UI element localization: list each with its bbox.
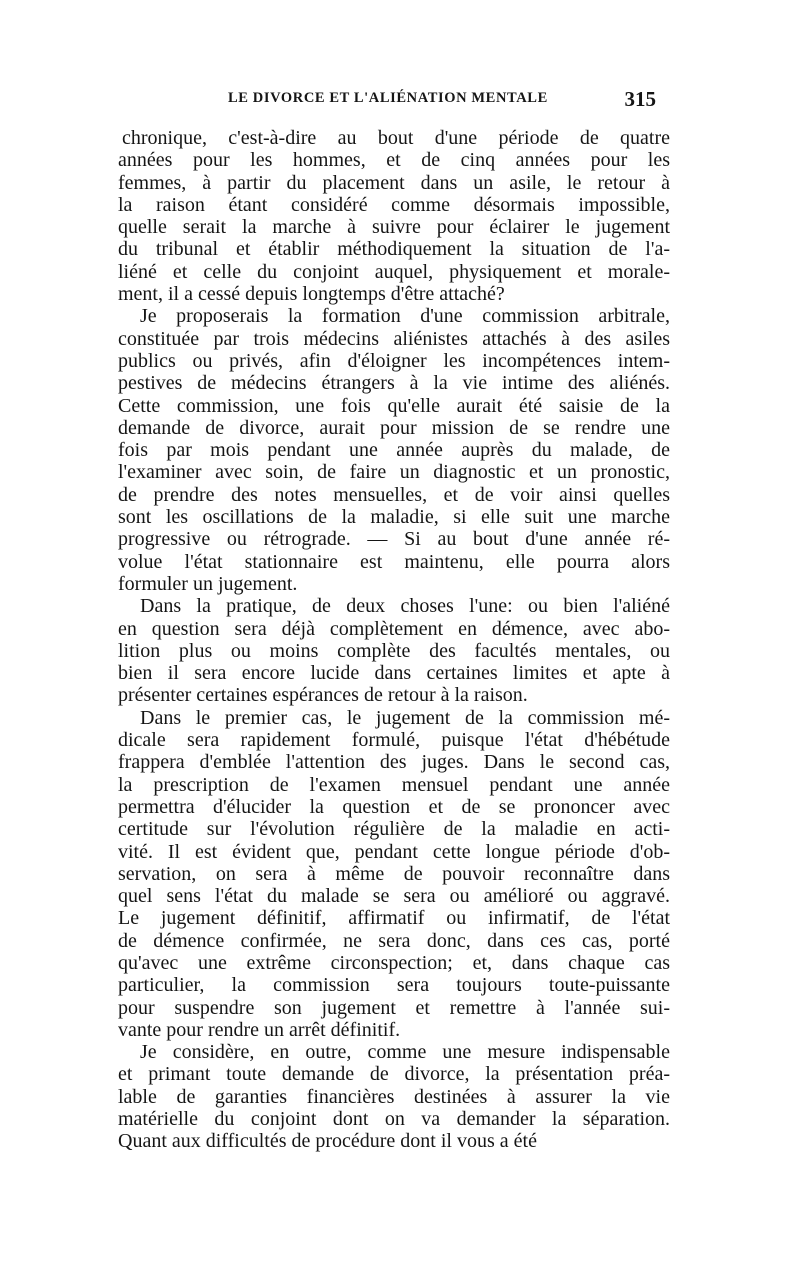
text-line: présenter certaines espérances de retour à la raison. [118,684,528,707]
text-line: progressive ou rétrograde. — Si au bout d'une année ré- [118,528,670,551]
running-head [228,87,656,116]
text-line: bien il sera encore lucide dans certaines limites et apte à [118,662,670,685]
text-line: formuler un jugement. [118,572,298,595]
text-line: de démence confirmée, ne sera donc, dans ces cas, porté [118,929,670,952]
paragraph [118,1041,670,1152]
text-line: liéné et celle du conjoint auquel, physiquement et morale- [118,260,670,283]
text-line: demande de divorce, aurait pour mission de se rendre une [118,416,670,439]
text-line: quelle serait la marche à suivre pour éclairer le jugement [118,216,670,239]
text-line: qu'avec une extrême circonspection; et, dans chaque cas [118,951,670,974]
paragraph [118,707,670,1041]
text-line: quel sens l'état du malade se sera ou amélioré ou aggravé. [118,885,670,908]
text-line: du tribunal et établir méthodiquement la situation de l'a- [118,238,670,261]
text-line: pestives de médecins étrangers à la vie intime des aliénés. [118,372,670,395]
text-line: vante pour rendre un arrêt définitif. [118,1018,401,1041]
text-line: chronique, c'est-à-dire au bout d'une période de quatre [122,127,670,149]
text-line: Cette commission, une fois qu'elle aurait été saisie de la [118,394,670,417]
text-line: dicale sera rapidement formulé, puisque l'état d'hébétude [118,729,670,752]
text-line: années pour les hommes, et de cinq années pour les [118,149,670,172]
text-line: Je proposerais la formation d'une commission arbitrale, [140,305,670,328]
text-line: en question sera déjà complètement en démence, avec abo- [118,617,670,640]
text-line: Dans la pratique, de deux choses l'une: ou bien l'aliéné [140,595,670,618]
text-line: vité. Il est évident que, pendant cette longue période d'ob- [118,840,670,863]
text-line: de prendre des notes mensuelles, et de voir ainsi quelles [118,483,670,506]
text-line: particulier, la commission sera toujours toute-puissante [118,974,670,997]
text-line: Le jugement définitif, affirmatif ou infirmatif, de l'état [118,907,670,930]
paragraph [118,127,670,305]
text-line: ment, il a cessé depuis longtemps d'être attaché? [118,283,505,306]
text-line: Je considère, en outre, comme une mesure indispensable [140,1041,670,1064]
text-line: volue l'état stationnaire est maintenu, elle pourra alors [118,550,670,573]
text-line: frappera d'emblée l'attention des juges. Dans le second cas, [118,751,670,774]
text-line: servation, on sera à même de pouvoir reconnaître dans [118,862,670,885]
paragraph [118,595,670,706]
page-number: 315 [624,87,656,111]
text-line: lable de garanties financières destinées à assurer la vie [118,1085,670,1108]
text-line: Quant aux difficultés de procédure dont il vous a été [118,1130,537,1153]
text-line: constituée par trois médecins aliénistes attachés à des asiles [118,327,670,350]
text-line: fois par mois pendant une année auprès du malade, de [118,439,670,462]
paragraph [118,305,670,595]
text-line: pour suspendre son jugement et remettre à l'année sui- [118,996,670,1019]
text-line: la prescription de l'examen mensuel pendant une année [118,773,670,796]
text-line: l'examiner avec soin, de faire un diagnostic et un pronostic, [118,461,670,484]
text-line: matérielle du conjoint dont on va demander la séparation. [118,1108,670,1131]
text-line: publics ou privés, afin d'éloigner les incompétences intem- [118,349,670,372]
text-line: permettra d'élucider la question et de se prononcer avec [118,795,670,818]
text-line: sont les oscillations de la maladie, si elle suit une marche [118,506,670,529]
body-text [118,127,670,1153]
running-title: LE DIVORCE ET L'ALIÉNATION MENTALE [228,90,548,106]
text-line: lition plus ou moins complète des facultés mentales, ou [118,639,670,662]
text-line: certitude sur l'évolution régulière de la maladie en acti- [118,818,670,841]
text-line: la raison étant considéré comme désormais impossible, [118,193,670,216]
text-line: femmes, à partir du placement dans un asile, le retour à [118,171,670,194]
text-line: et primant toute demande de divorce, la présentation préa- [118,1063,670,1086]
text-line: Dans le premier cas, le jugement de la commission mé- [140,706,670,729]
